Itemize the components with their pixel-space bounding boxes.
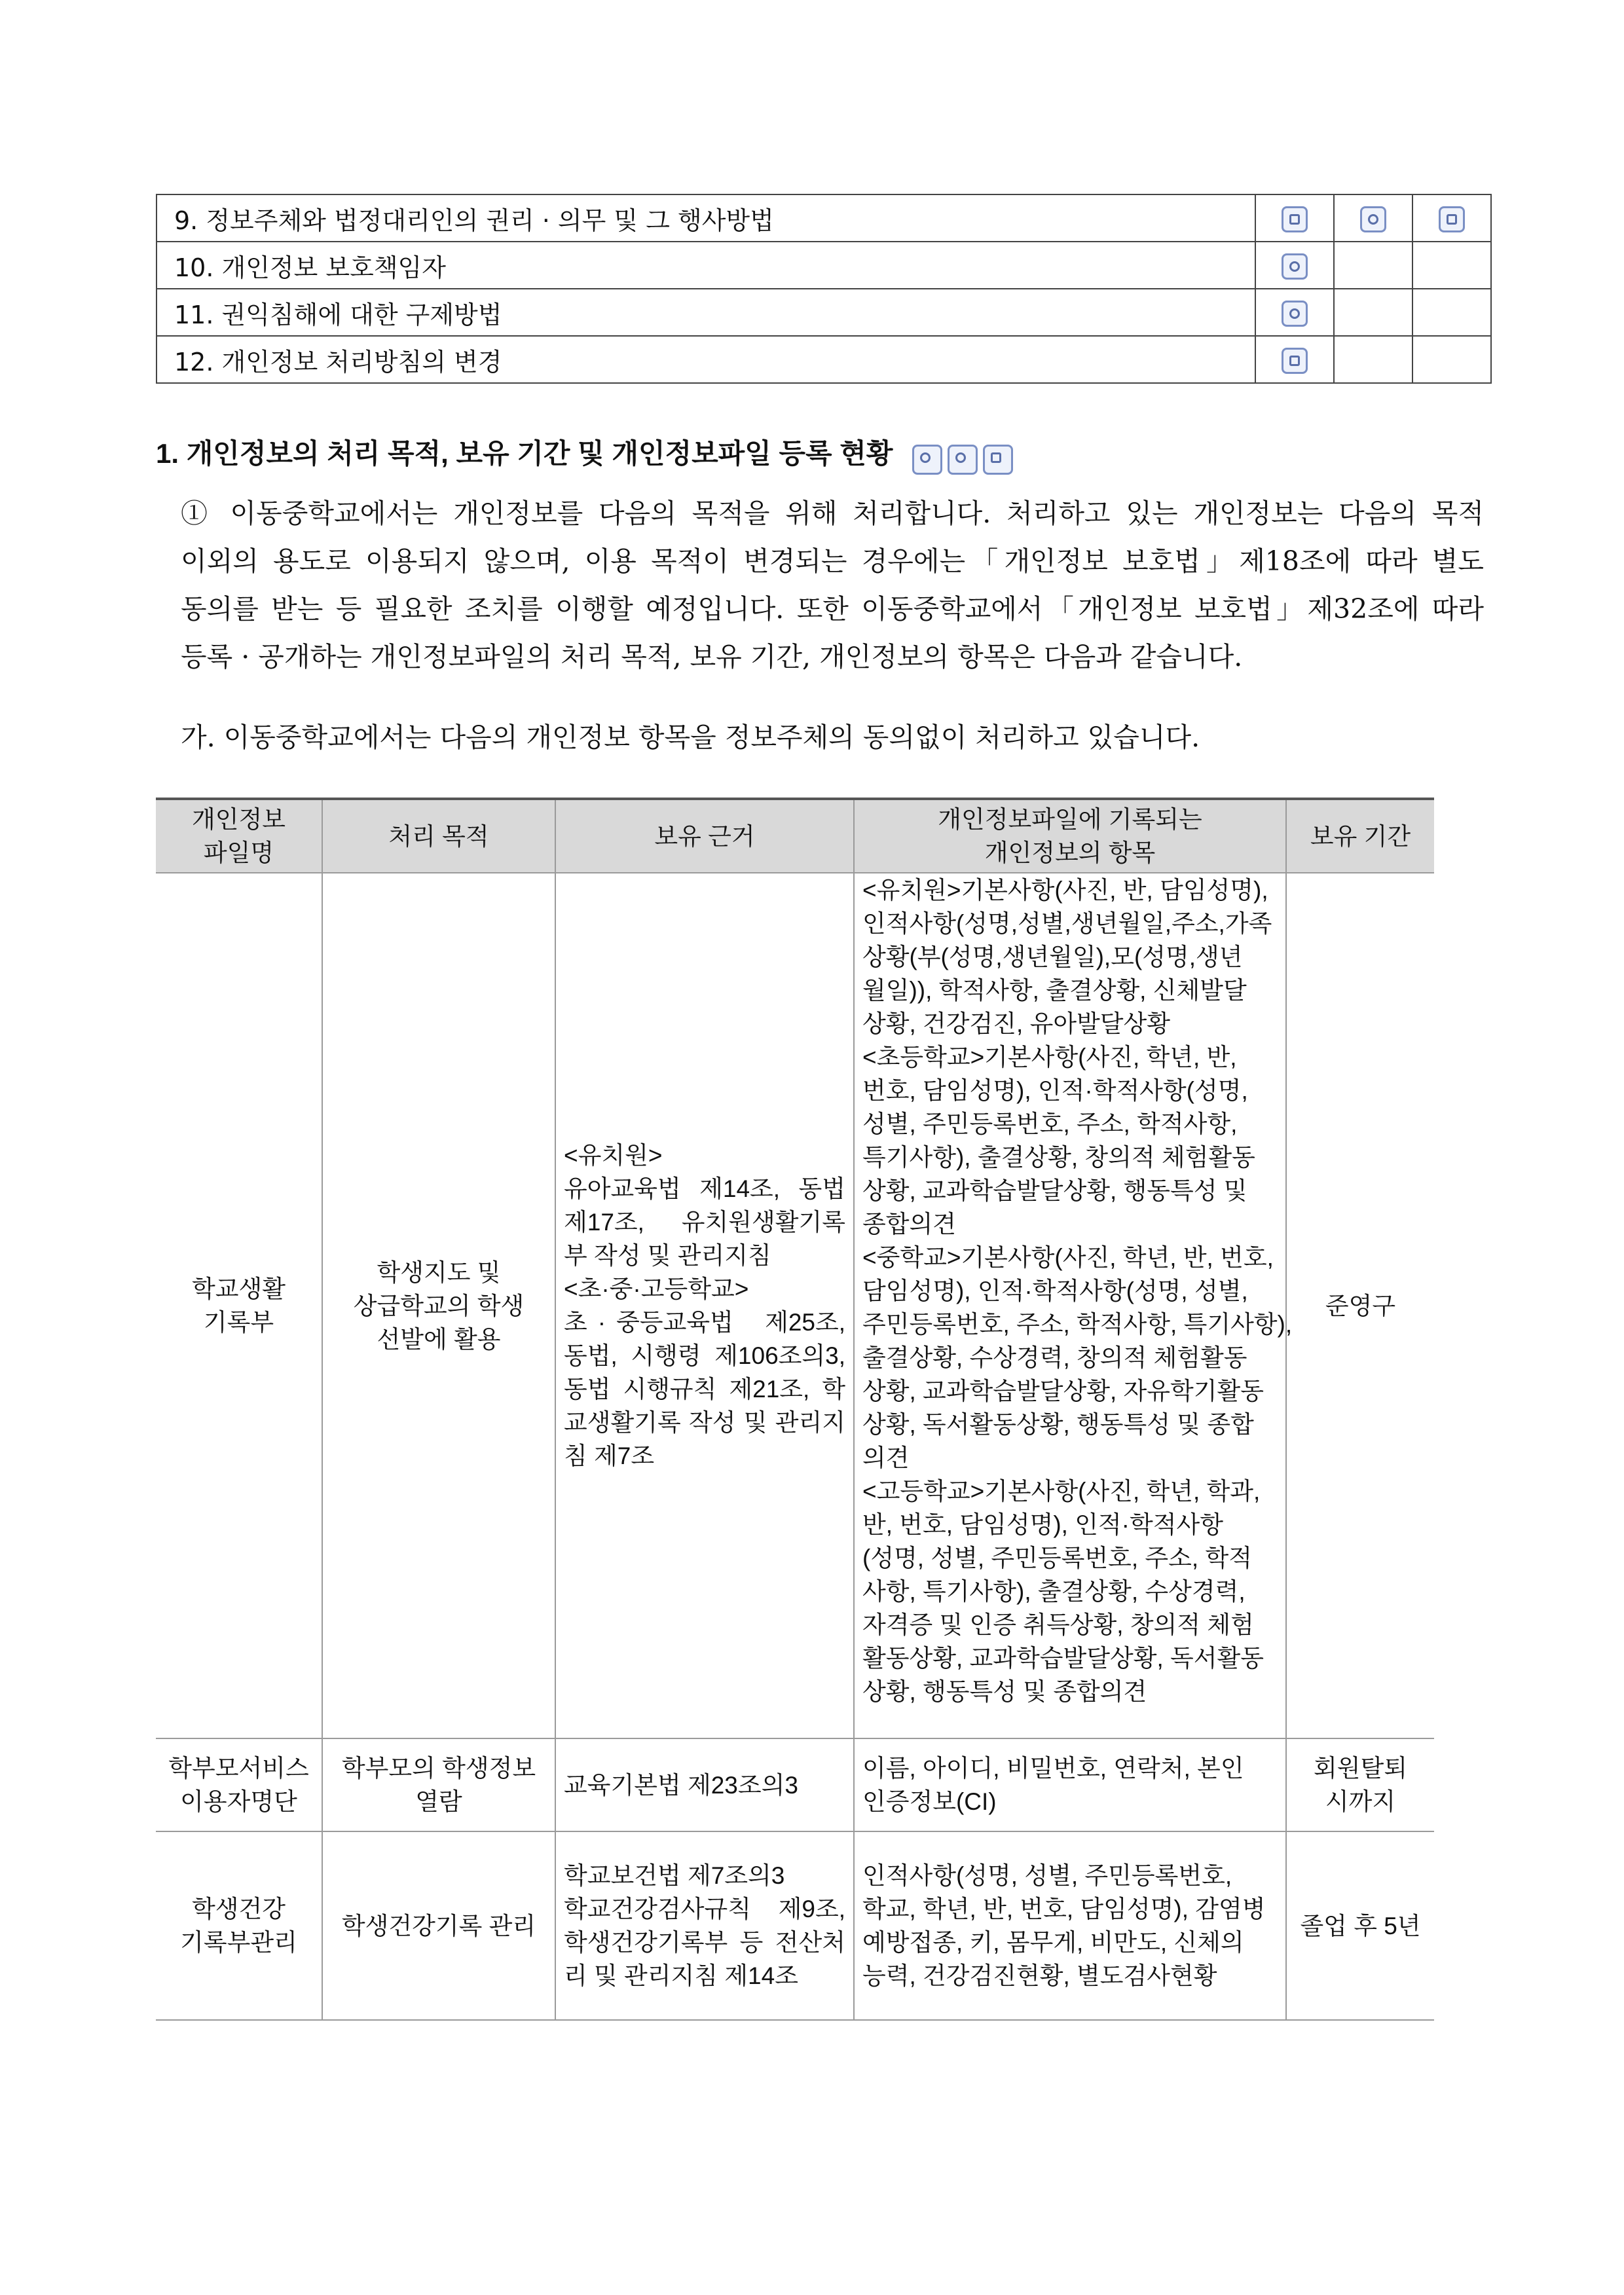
- toc-item-10: 10. 개인정보 보호책임자: [157, 242, 1255, 289]
- paragraph-line: 등록 · 공개하는 개인정보파일의 처리 목적, 보유 기간, 개인정보의 항목은 다음과 같습니다.: [181, 641, 1243, 672]
- header-period: 보유 기간: [1286, 799, 1434, 873]
- remedy-icon: [1282, 301, 1308, 327]
- header-items: 개인정보파일에 기록되는 개인정보의 항목: [854, 799, 1286, 873]
- cell-purpose: 학생지도 및 상급학교의 학생 선발에 활용: [322, 873, 555, 1738]
- cell-purpose: 학생건강기록 관리: [322, 1831, 555, 2020]
- header-basis: 보유 근거: [555, 799, 854, 873]
- table-row: [156, 873, 1434, 1738]
- toc-table: [156, 194, 1492, 384]
- policy-change-icon: [1282, 348, 1308, 374]
- section-heading: [156, 432, 1018, 475]
- toc-row: [157, 194, 1491, 242]
- intro-paragraph: [181, 490, 1484, 681]
- subsection-paragraph: [181, 714, 1484, 762]
- toc-row: [157, 336, 1491, 383]
- edit-document-icon: [1282, 206, 1308, 232]
- toc-row: [157, 242, 1491, 289]
- paragraph-line: 이외의 용도로 이용되지 않으며, 이용 목적이 변경되는 경우에는「개인정보 보호법」제18조에 따라 별도: [181, 545, 1484, 577]
- toc-item-11: 11. 권익침해에 대한 구제방법: [157, 289, 1255, 336]
- toc-row: [157, 289, 1491, 336]
- table-row: [156, 1831, 1434, 2020]
- table-header-row: [156, 799, 1434, 873]
- cell-basis: 학교보건법 제7조의3 학교건강검사규칙 제9조, 학생건강기록부 등 전산처리 및 관리지침 제14조: [555, 1831, 854, 2020]
- cell-items: 이름, 아이디, 비밀번호, 연락처, 본인 인증정보(CI): [854, 1738, 1286, 1831]
- privacy-file-table: [156, 798, 1434, 2021]
- header-purpose: 처리 목적: [322, 799, 555, 873]
- toc-item-12: 12. 개인정보 처리방침의 변경: [157, 336, 1255, 383]
- section-heading-text: 1. 개인정보의 처리 목적, 보유 기간 및 개인정보파일 등록 현황: [156, 438, 893, 469]
- cell-basis: <유치원> 유아교육법 제14조, 동법 제17조, 유치원생활기록부 작성 및 관리지침 <초·중·고등학교> 초 · 중등교육법 제25조, 동법, 시행령 제106조의3, 동법 시행규칙 제21조, 학교생활기록 작성 및 관리지침 제7조: [555, 873, 854, 1738]
- processing-purpose-icon: [912, 445, 942, 475]
- retention-icon: [948, 445, 978, 475]
- table-row: [156, 1738, 1434, 1831]
- file-registration-icon: [983, 445, 1013, 475]
- header-file-name: 개인정보 파일명: [156, 799, 322, 873]
- cell-file-name: 학생건강 기록부관리: [156, 1831, 322, 2020]
- cell-basis: 교육기본법 제23조의3: [555, 1738, 854, 1831]
- cell-file-name: 학부모서비스 이용자명단: [156, 1738, 322, 1831]
- cell-period: 졸업 후 5년: [1286, 1831, 1434, 2020]
- privacy-officer-icon: [1282, 253, 1308, 280]
- paragraph-line: 동의를 받는 등 필요한 조치를 이행할 예정입니다. 또한 이동중학교에서「개인정보 보호법」제32조에 따라: [181, 593, 1484, 625]
- toc-item-9: 9. 정보주체와 법정대리인의 권리 · 의무 및 그 행사방법: [157, 194, 1255, 242]
- paragraph-line: ① 이동중학교에서는 개인정보를 다음의 목적을 위해 처리합니다. 처리하고 있는 개인정보는 다음의 목적: [181, 498, 1484, 529]
- cell-items: 인적사항(성명, 성별, 주민등록번호, 학교, 학년, 반, 번호, 담임성명), 감염병 예방접종, 키, 몸무게, 비만도, 신체의 능력, 건강검진현황, 별도검사현황: [854, 1831, 1286, 2020]
- cell-file-name: 학교생활 기록부: [156, 873, 322, 1738]
- cell-purpose: 학부모의 학생정보 열람: [322, 1738, 555, 1831]
- cell-items: <유치원>기본사항(사진, 반, 담임성명), 인적사항(성명,성별,생년월일,주소,가족 상황(부(성명,생년월일),모(성명,생년 월일)), 학적사항, 출결상황, 신체발달 상황, 건강검진, 유아발달상황 <초등학교>기본사항(사진, 학년, 반, 번호, 담임성명), 인적·학적사항(성명, 성별, 주민등록번호, 주소, 학적사항, 특기사항), 출결상황, 창의적 체험활동 상황, 교과학습발달상황, 행동특성 및 종합의견 <중학교>기본사항(사진, 학년, 반, 번호, 담임성명), 인적·학적사항(성명, 성별, 주민등록번호, 주소, 학적사항, 특기사항), 출결상황, 수상경력, 창의적 체험활동 상황, 교과학습발달상황, 자유학기활동 상황, 독서활동상황, 행동특성 및 종합 의견 <고등학교>기본사항(사진, 학년, 학과, 반, 번호, 담임성명), 인적·학적사항 (성명, 성별, 주민등록번호, 주소, 학적 사항, 특기사항), 출결상황, 수상경력, 자격증 및 인증 취득상황, 창의적 체험 활동상황, 교과학습발달상황, 독서활동 상황, 행동특성 및 종합의견: [854, 873, 1286, 1738]
- cell-period: 회원탈퇴 시까지: [1286, 1738, 1434, 1831]
- person-icon: [1360, 206, 1386, 232]
- cell-period: 준영구: [1286, 873, 1434, 1738]
- paragraph-line: 가. 이동중학교에서는 다음의 개인정보 항목을 정보주체의 동의없이 처리하고 있습니다.: [181, 722, 1200, 753]
- chat-icon: [1439, 206, 1465, 232]
